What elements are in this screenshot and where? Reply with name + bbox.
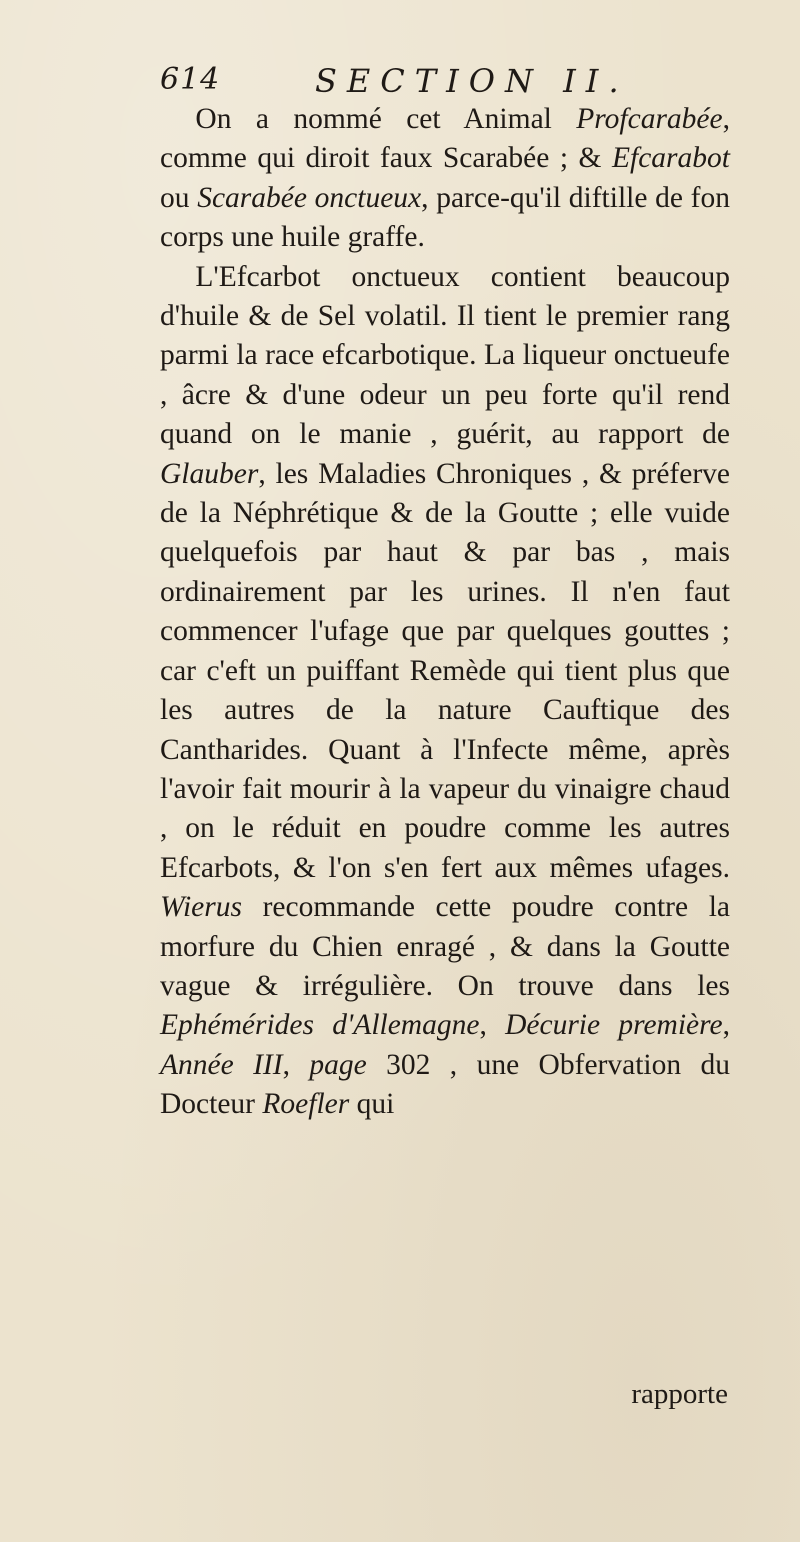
- text-run: , les Maladies Chroniques , & préferve de la Néphrétique & de la Goutte ; elle vuide quelquefois par haut & par bas , mais ordinairement par les urines. Il n'en faut commencer l'ufage que par quelques gouttes ; car c'eft un puiffant Remède qui tient plus que les autres de la nature Cauftique des Cantharides. Quant à l'Infecte même, après l'avoir fait mourir à la vapeur du vinaigre chaud , on le réduit en poudre comme les autres Efcarbots, & l'on s'en fert aux mêmes ufages.: [160, 457, 730, 884]
- italic-text: Scarabée onctueux: [197, 181, 422, 214]
- body-text: [160, 100, 730, 1125]
- text-run: On a nommé cet Animal: [195, 103, 577, 135]
- italic-text: Glauber: [160, 457, 259, 490]
- italic-text: Année III: [160, 1048, 283, 1081]
- text-run: ,: [479, 1009, 506, 1042]
- running-head: SECTION II.: [315, 62, 629, 100]
- paragraph-2: [160, 258, 730, 1125]
- text-run: ou: [160, 181, 198, 214]
- text-run: ,: [722, 1009, 730, 1042]
- italic-text: Décurie première: [505, 1009, 723, 1042]
- catchword: rapporte: [631, 1378, 728, 1410]
- italic-text: Wierus: [160, 891, 242, 924]
- italic-text: Ephémérides d'Allemagne: [160, 1009, 480, 1042]
- text-run: , comme qui diroit faux Scarabée ; &: [160, 103, 730, 175]
- page-header: [160, 62, 720, 102]
- page-number: 614: [160, 62, 221, 97]
- text-run: 302 , une Obfervation du Docteur: [160, 1048, 730, 1121]
- italic-text: Profcarabée: [576, 103, 723, 135]
- italic-text: page: [309, 1048, 367, 1081]
- text-run: qui: [349, 1088, 395, 1121]
- italic-text: Efcarabot: [612, 142, 730, 175]
- italic-text: Roefler: [262, 1088, 350, 1121]
- text-run: recommande cette poudre contre la morfure du Chien enragé , & dans la Goutte vague & irrégulière. On trouve dans les: [160, 891, 730, 1002]
- text-run: L'Efcarbot onctueux contient beaucoup d'huile & de Sel volatil. Il tient le premier rang parmi la race efcarbotique. La liqueur onctueufe , âcre & d'une odeur un peu forte qu'il rend quand on le manie , guérit, au rapport de: [160, 260, 730, 451]
- paragraph-1: [160, 100, 730, 258]
- text-run: ,: [282, 1048, 310, 1081]
- text-run: , parce-qu'il diftille de fon corps une huile graffe.: [160, 181, 730, 254]
